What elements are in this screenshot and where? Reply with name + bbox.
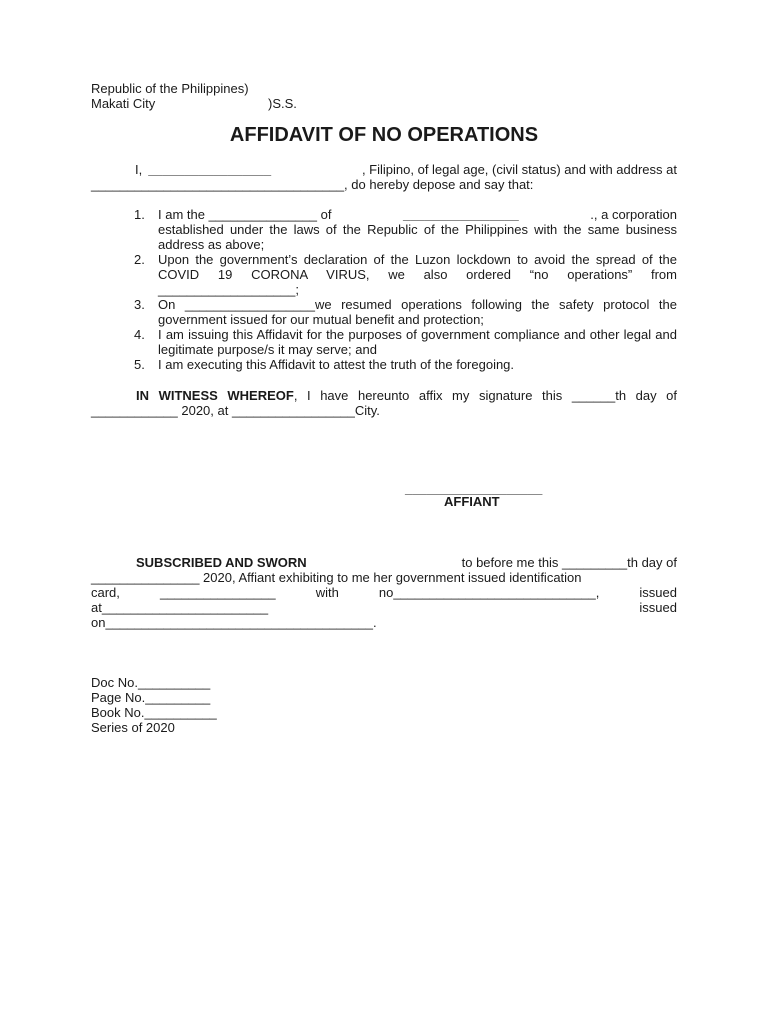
jurat-line-1-text: to before me this _________th day of [461,555,677,570]
list-number: 2. [134,252,145,267]
jurat-with: with [315,585,339,600]
list-item [134,357,677,372]
list-item [134,252,677,297]
jurat-line-4 [91,600,677,615]
witness-paragraph [91,388,677,418]
list-number: 4. [134,327,145,342]
item-1-text-b: ., a corporation [590,207,677,222]
list-number: 3. [134,297,145,312]
witness-heading: IN WITNESS WHEREOF [136,388,294,403]
list-item-text: I am issuing this Affidavit for the purposes of government compliance and other legal and legitimate purpose/s it may serve; and [158,327,677,357]
list-item-text: On __________________we resumed operations following the safety protocol the government issued for our mutual benefit and protection; [158,297,677,327]
jurat-line-3 [91,585,677,600]
issued-on-blank: on_____________________________________. [91,615,377,630]
series-year: Series of 2020 [91,720,175,735]
jurat-paragraph [91,555,677,630]
subscribed-heading: SUBSCRIBED AND SWORN [136,555,307,570]
affiant-label: AFFIANT [444,494,500,509]
header-republic: Republic of the Philippines) [91,81,249,96]
header-city: Makati City [91,96,156,111]
header-ss: )S.S. [268,96,297,111]
company-blank: ________________ [403,207,519,222]
list-number: 1. [134,207,145,222]
issued-at-blank: at_______________________ [91,600,269,615]
list-item [134,327,677,357]
list-item-text: I am executing this Affidavit to attest the truth of the foregoing. [158,357,515,372]
list-item-text: Upon the government’s declaration of the Luzon lockdown to avoid the spread of the COVID 19 CORONA VIRUS, we also ordered “no operations” from ___________________; [158,252,677,297]
jurat-issued-2: issued [639,600,677,615]
numbered-list [134,207,677,372]
item-1-text-a: I am the _______________ of [158,207,332,222]
item-1-text-rest: established under the laws of the Republic of the Philippines with the same business address as above; [158,222,677,252]
list-item [134,207,677,252]
name-blank: _________________ [148,162,272,177]
id-type-blank: ________________ [159,585,276,600]
intro-line-1 [91,162,677,177]
jurat-issued: issued [639,585,677,600]
jurat-line-1 [91,555,677,570]
signature-line: ___________________ [405,481,543,496]
witness-text: , I have hereunto affix my signature this ______th day of ____________ 2020, at _________________City. [91,388,677,418]
page-number: Page No._________ [91,690,211,705]
item-1-first-line [158,207,677,222]
intro-paragraph [91,162,677,192]
list-item [134,297,677,327]
document-title: AFFIDAVIT OF NO OPERATIONS [229,124,539,146]
intro-line-2: ___________________________________, do hereby depose and say that: [91,177,534,192]
doc-number: Doc No.__________ [91,675,211,690]
id-number-blank: no____________________________, [378,585,600,600]
jurat-line-2: _______________ 2020, Affiant exhibiting to me her government issued identification [91,570,582,585]
book-number: Book No.__________ [91,705,217,720]
list-number: 5. [134,357,145,372]
intro-line-1-rest [142,162,677,177]
intro-line-1-text: , Filipino, of legal age, (civil status) and with address at [361,162,677,177]
jurat-card: card, [91,585,120,600]
intro-pronoun: I, [135,162,143,177]
